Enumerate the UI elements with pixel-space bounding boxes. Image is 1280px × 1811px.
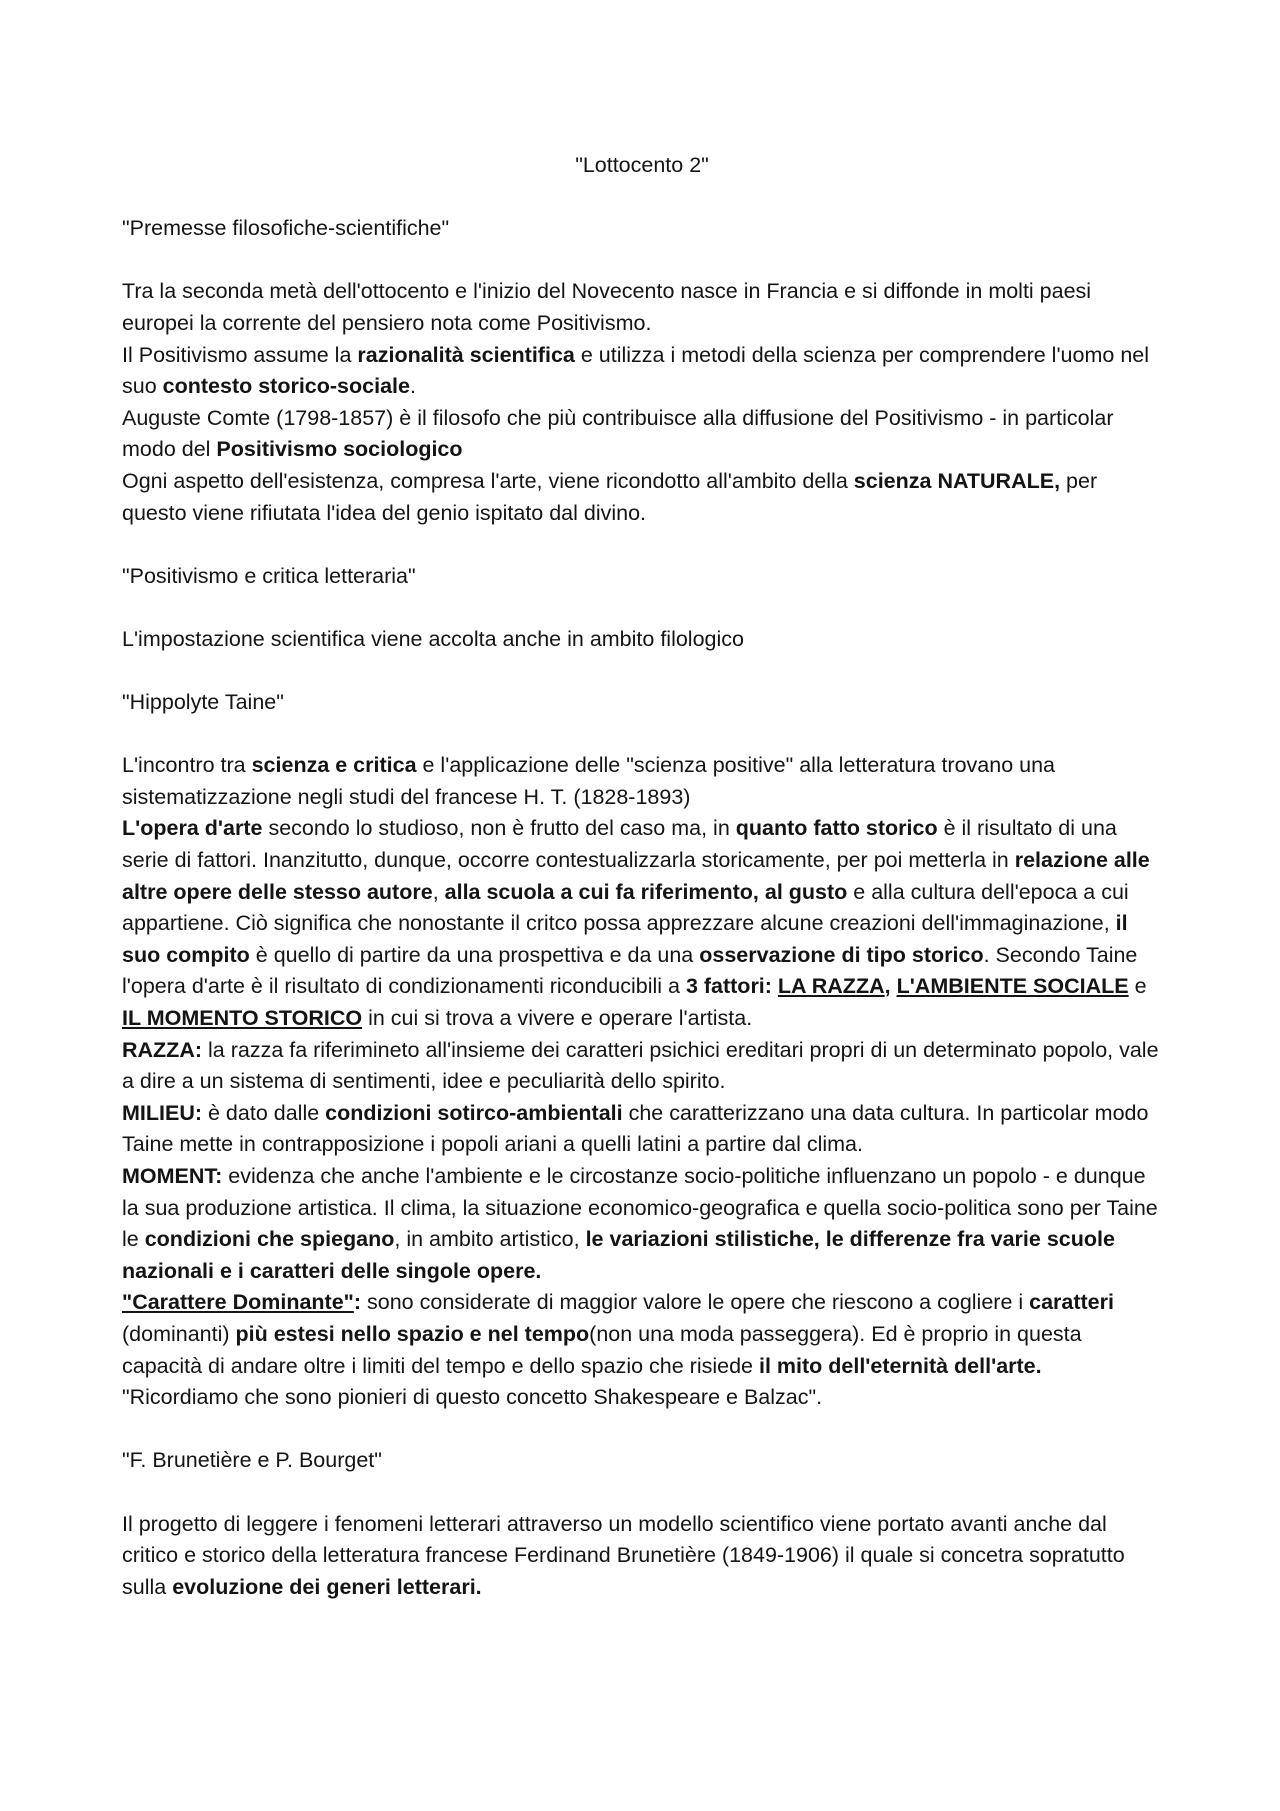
bold-text: il suo compito — [122, 911, 1128, 967]
paragraph: Auguste Comte (1798-1857) è il filosofo che più contribuisce alla diffusione del Positivismo - in particolar modo del Positivismo sociologico — [122, 405, 1114, 462]
section-heading-premesse: "Premesse filosofiche-scientifiche" — [122, 216, 450, 241]
paragraph-milieu: MILIEU: è dato dalle condizioni sotirco-ambientali che caratterizzano una data cultura. In particolar modo Taine mette in contrapposizione i popoli ariani a quelli latini a partire dal clima. — [122, 1100, 1149, 1157]
bold-text: L'opera d'arte — [122, 816, 263, 841]
bold-text: Positivismo sociologico — [216, 437, 463, 462]
bold-text: RAZZA: — [122, 1037, 203, 1062]
bold-text: alla scuola a cui fa riferimento, al gusto — [444, 879, 848, 904]
bold-text: : — [353, 1290, 362, 1315]
paragraph-moment: MOMENT: evidenza che anche l'ambiente e le circostanze socio-politiche influenzano un popolo - e dunque la sua produzione artistica. Il clima, la situazione economico-geografica e quella socio-politica sono per Taine le condizioni che spiegano, in ambito artistico, le variazioni stilistiche, le differenze fra varie scuole nazionali e i caratteri delle singole opere. — [122, 1164, 1158, 1283]
section-body-taine — [122, 750, 1162, 1413]
section-body-premesse — [122, 276, 1162, 529]
paragraph: Tra la seconda metà dell'ottocento e l'inizio del Novecento nasce in Francia e si diffonde in molti paesi europei la corrente del pensiero nota come Positivismo. — [122, 279, 1092, 335]
paragraph: L'impostazione scientifica viene accolta anche in ambito filologico — [122, 626, 744, 651]
paragraph: L'incontro tra scienza e critica e l'applicazione delle "scienza positive" alla letteratura trovano una sistematizzazione negli studi del francese H. T. (1828-1893) — [122, 753, 1056, 809]
bold-text: evoluzione dei generi letterari. — [172, 1574, 482, 1599]
bold-text: quanto fatto storico — [735, 816, 938, 841]
bold-text: più estesi nello spazio e nel tempo — [235, 1321, 590, 1346]
bold-text: condizioni sotirco-ambientali — [325, 1100, 623, 1125]
bold-text: il mito dell'eternità dell'arte. — [758, 1353, 1042, 1378]
paragraph: Il Positivismo assume la razionalità scientifica e utilizza i metodi della scienza per comprendere l'uomo nel suo contesto storico-sociale. — [122, 342, 1150, 399]
paragraph-razza: RAZZA: la razza fa riferimineto all'insieme dei caratteri psichici ereditari propri di un determinato popolo, vale a dire a un sistema di sentimenti, idee e peculiarità dello spirito. — [122, 1037, 1159, 1094]
section-heading-taine: "Hippolyte Taine" — [122, 690, 284, 715]
bold-text: scienza e critica — [251, 753, 417, 778]
paragraph: L'opera d'arte secondo lo studioso, non è frutto del caso ma, in quanto fatto storico è il risultato di una serie di fattori. Inanzitutto, dunque, occorre contestualizzarla storicamente, per poi metterla in relazione alle altre opere delle stesso autore, alla scuola a cui fa riferimento, al gusto e alla cultura dell'epoca a cui appartiene. Ciò significa che nonostante il critco possa apprezzare alcune creazioni dell'immaginazione, il suo compito è quello di partire da una prospettiva e da una osservazione di tipo storico. Secondo Taine l'opera d'arte è il risultato di condizionamenti riconducibili a 3 fattori: LA RAZZA, L'AMBIENTE SOCIALE e IL MOMENTO STORICO in cui si trova a vivere e operare l'artista. — [122, 816, 1150, 1031]
bold-underlined-text: "Carattere Dominante" — [122, 1290, 354, 1315]
bold-text: MILIEU: — [122, 1100, 203, 1125]
bold-text: 3 fattori: — [685, 974, 778, 999]
bold-text: scienza NATURALE, — [853, 468, 1061, 493]
section-heading-positivismo-critica: "Positivismo e critica letteraria" — [122, 563, 416, 588]
document-title: "Lottocento 2" — [575, 153, 709, 177]
paragraph: Ogni aspetto dell'esistenza, compresa l'arte, viene ricondotto all'ambito della scienza NATURALE, per questo viene rifiutata l'idea del genio ispitato dal divino. — [122, 468, 1098, 525]
section-heading-brunetiere-bourget: "F. Brunetière e P. Bourget" — [122, 1448, 382, 1473]
bold-text: MOMENT: — [122, 1164, 223, 1188]
bold-underlined-text: IL MOMENTO STORICO — [122, 1006, 363, 1031]
bold-text: condizioni che spiegano — [144, 1227, 395, 1252]
bold-text: contesto storico-sociale — [162, 374, 410, 399]
paragraph: Il progetto di leggere i fenomeni letterari attraverso un modello scientifico viene portato avanti anche dal critico e storico della letteratura francese Ferdinand Brunetière (1849-1906) il quale si concetra sopratutto sulla evoluzione dei generi letterari. — [122, 1511, 1125, 1599]
bold-underlined-text: LA RAZZA — [777, 974, 885, 999]
section-body-brunetiere-bourget — [122, 1509, 1162, 1604]
bold-text: le variazioni stilistiche, le differenze fra varie scuole nazionali e i caratteri delle singole opere. — [122, 1227, 1115, 1283]
bold-text: , — [884, 974, 897, 999]
section-body-positivismo-critica — [122, 624, 1162, 656]
bold-text: osservazione di tipo storico — [699, 942, 984, 967]
document-page — [122, 150, 1162, 1635]
bold-text: relazione alle altre opere delle stesso autore — [122, 848, 1150, 904]
paragraph-carattere-dominante: "Carattere Dominante": sono considerate di maggior valore le opere che riescono a cogliere i caratteri (dominanti) più estesi nello spazio e nel tempo(non una moda passeggera). Ed è proprio in questa capacità di andare oltre i limiti del tempo e dello spazio che risiede il mito dell'eternità dell'arte. "Ricordiamo che sono pionieri di questo concetto Shakespeare e Balzac". — [122, 1290, 1114, 1410]
bold-text: caratteri — [1029, 1290, 1114, 1315]
bold-text: razionalità scientifica — [357, 342, 575, 367]
bold-underlined-text: L'AMBIENTE SOCIALE — [896, 974, 1129, 999]
